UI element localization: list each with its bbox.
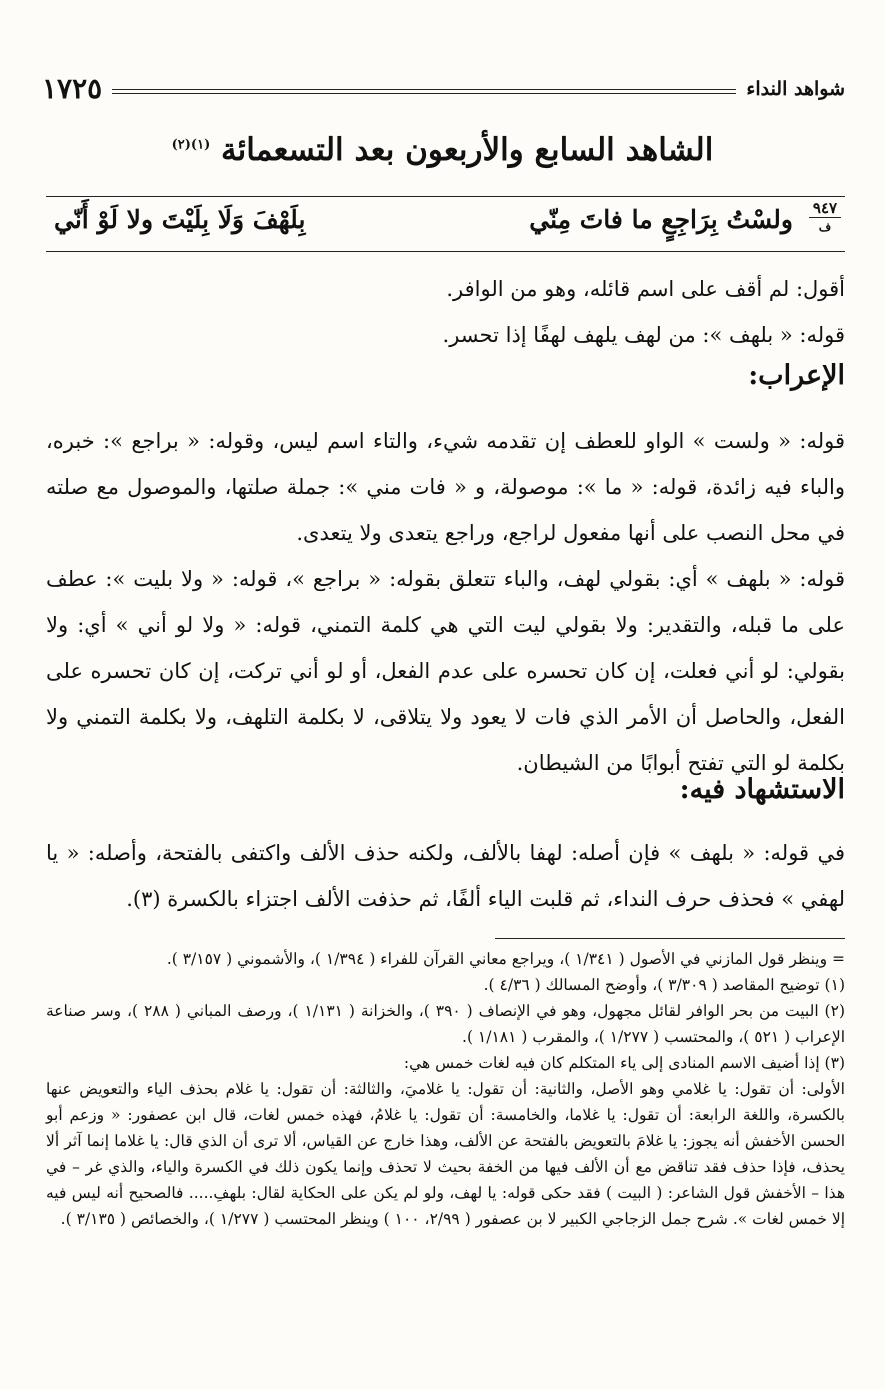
footnote-separator [495, 938, 845, 939]
footnotes [46, 946, 845, 1232]
verse-hemistich-first: ولسْتُ بِرَاجِعٍ ما فاتَ مِنّي [529, 205, 793, 234]
running-head-title: شواهد النداء [746, 77, 845, 100]
running-head [42, 72, 845, 105]
footnote-item: الأولى: أن تقول: يا غلامي وهو الأصل، والثانية: أن تقول: يا غلاميَ، والثالثة: أن تقول: يا غلام بحذف الياء والتعويض عنها بالكسرة، واللغة الرابعة: أن تقول: يا غلاما، والخامسة: أن تقول: يا غلامُ، فهذه خمس لغات، قال ابن عصفور: « وزعم أبو الحسن الأخفش أنه يجوز: يا غلامَ بالتعويض بالفتحة عن الألف، وهذا خارج عن القياس، ألا ترى أن الذي قال: يا غلاما إنما آثر ألا يحذف، فإذا حذف فقد تناقض مع أن الألف فيها من الخفة بحيث لا تحذف وإنما يكون ذلك في الكسرة والياء، والذي غر – في هذا – الأخفش قول الشاعر: ( البيت ) فقد حكى قوله: يا لهف، ولو لم يكن على الحكاية لقال: بلهفِ..... فالصحيح أنه ليس فيه إلا خمس لغات ». شرح جمل الزجاجي الكبير لا بن عصفور ( ٢/٩٩، ١٠٠ ) وينظر المحتسب ( ١/٢٧٧ )، والخصائص ( ٣/١٣٥ ). [46, 1080, 845, 1228]
running-head-rule [112, 89, 736, 94]
verse-number [805, 199, 845, 236]
paragraph-text: قوله: « بلهف » أي: بقولي لهف، والباء تتعلق بقوله: « براجع »، قوله: « ولا بليت »: عطف على ما قبله، والتقدير: ولا بقولي ليت التي هي كلمة التمني، قوله: « ولا لو أني » أي: ولا بقولي: لو أني فعلت، إن كان تحسره على عدم الفعل، أو لو أني تركت، إن كان تحسره على الفعل، والحاصل أن الأمر الذي فات لا يعود ولا يتلاقى، لا بكلمة التلهف، ولا بكلمة التمني ولا بكلمة لو التي تفتح أبوابًا من الشيطان. [46, 567, 845, 775]
paragraph-text: أقول: لم أقف على اسم قائله، وهو من الوافر. [446, 277, 845, 301]
paragraph-irab-1 [46, 418, 845, 556]
page-number: ١٧٢٥ [42, 72, 103, 105]
heading-footnote-ref: (١)(٢) [171, 137, 211, 153]
verse-block [46, 196, 845, 252]
verse-hemistich-second: بِلَهْفَ وَلَا بِلَيْتَ ولا لَوْ أَنّي [54, 205, 306, 234]
footnote-item: (٣) إذا أضيف الاسم المنادى إلى ياء المتكلم كان فيه لغات خمس هي: [403, 1054, 845, 1072]
verse-number-sub: ف [818, 220, 832, 234]
section-heading [0, 132, 885, 168]
verse-number-value: ٩٤٧ [812, 199, 838, 217]
section-title-irab: الإعراب: [748, 360, 845, 391]
paragraph-text: قوله: « بلهف »: من لهف يلهف لهفًا إذا تحسر. [442, 323, 845, 347]
paragraph-lexical [46, 312, 845, 358]
footnote-item: (١) توضيح المقاصد ( ٣/٣٠٩ )، وأوضح المسالك ( ٤/٣٦ ). [483, 976, 845, 994]
paragraph-attribution [46, 266, 845, 312]
section-title-istishhad: الاستشهاد فيه: [679, 774, 845, 805]
footnote-item: (٢) البيت من بحر الوافر لقائل مجهول، وهو في الإنصاف ( ٣٩٠ )، والخزانة ( ١/١٣١ )، ورصف المباني ( ٢٨٨ )، وسر صناعة الإعراب ( ٥٢١ )، والمحتسب ( ١/٢٧٧ )، والمقرب ( ١/١٨١ ). [46, 1002, 845, 1046]
heading-text: الشاهد السابع والأربعون بعد التسعمائة [221, 132, 714, 168]
paragraph-text: قوله: « ولست » الواو للعطف إن تقدمه شيء، والتاء اسم ليس، وقوله: « براجع »: خبره، والباء فيه زائدة، قوله: « ما »: موصولة، و « فات مني »: جملة صلتها، والموصول مع صلته في محل النصب على أنها مفعول لراجع، وراجع يتعدى ولا يتعدى. [46, 429, 845, 545]
footnote-item: = وينظر قول المازني في الأصول ( ١/٣٤١ )، ويراجع معاني القرآن للفراء ( ١/٣٩٤ )، والأشموني ( ٣/١٥٧ ). [166, 950, 845, 968]
paragraph-text: في قوله: « بلهف » فإن أصله: لهفا بالألف، ولكنه حذف الألف واكتفى بالفتحة، وأصله: « يا لهفي » فحذف حرف النداء، ثم قلبت الياء ألفًا، ثم حذفت الألف اجتزاء بالكسرة (٣). [46, 841, 845, 911]
paragraph-istishhad [46, 830, 845, 922]
paragraph-irab-2 [46, 556, 845, 786]
